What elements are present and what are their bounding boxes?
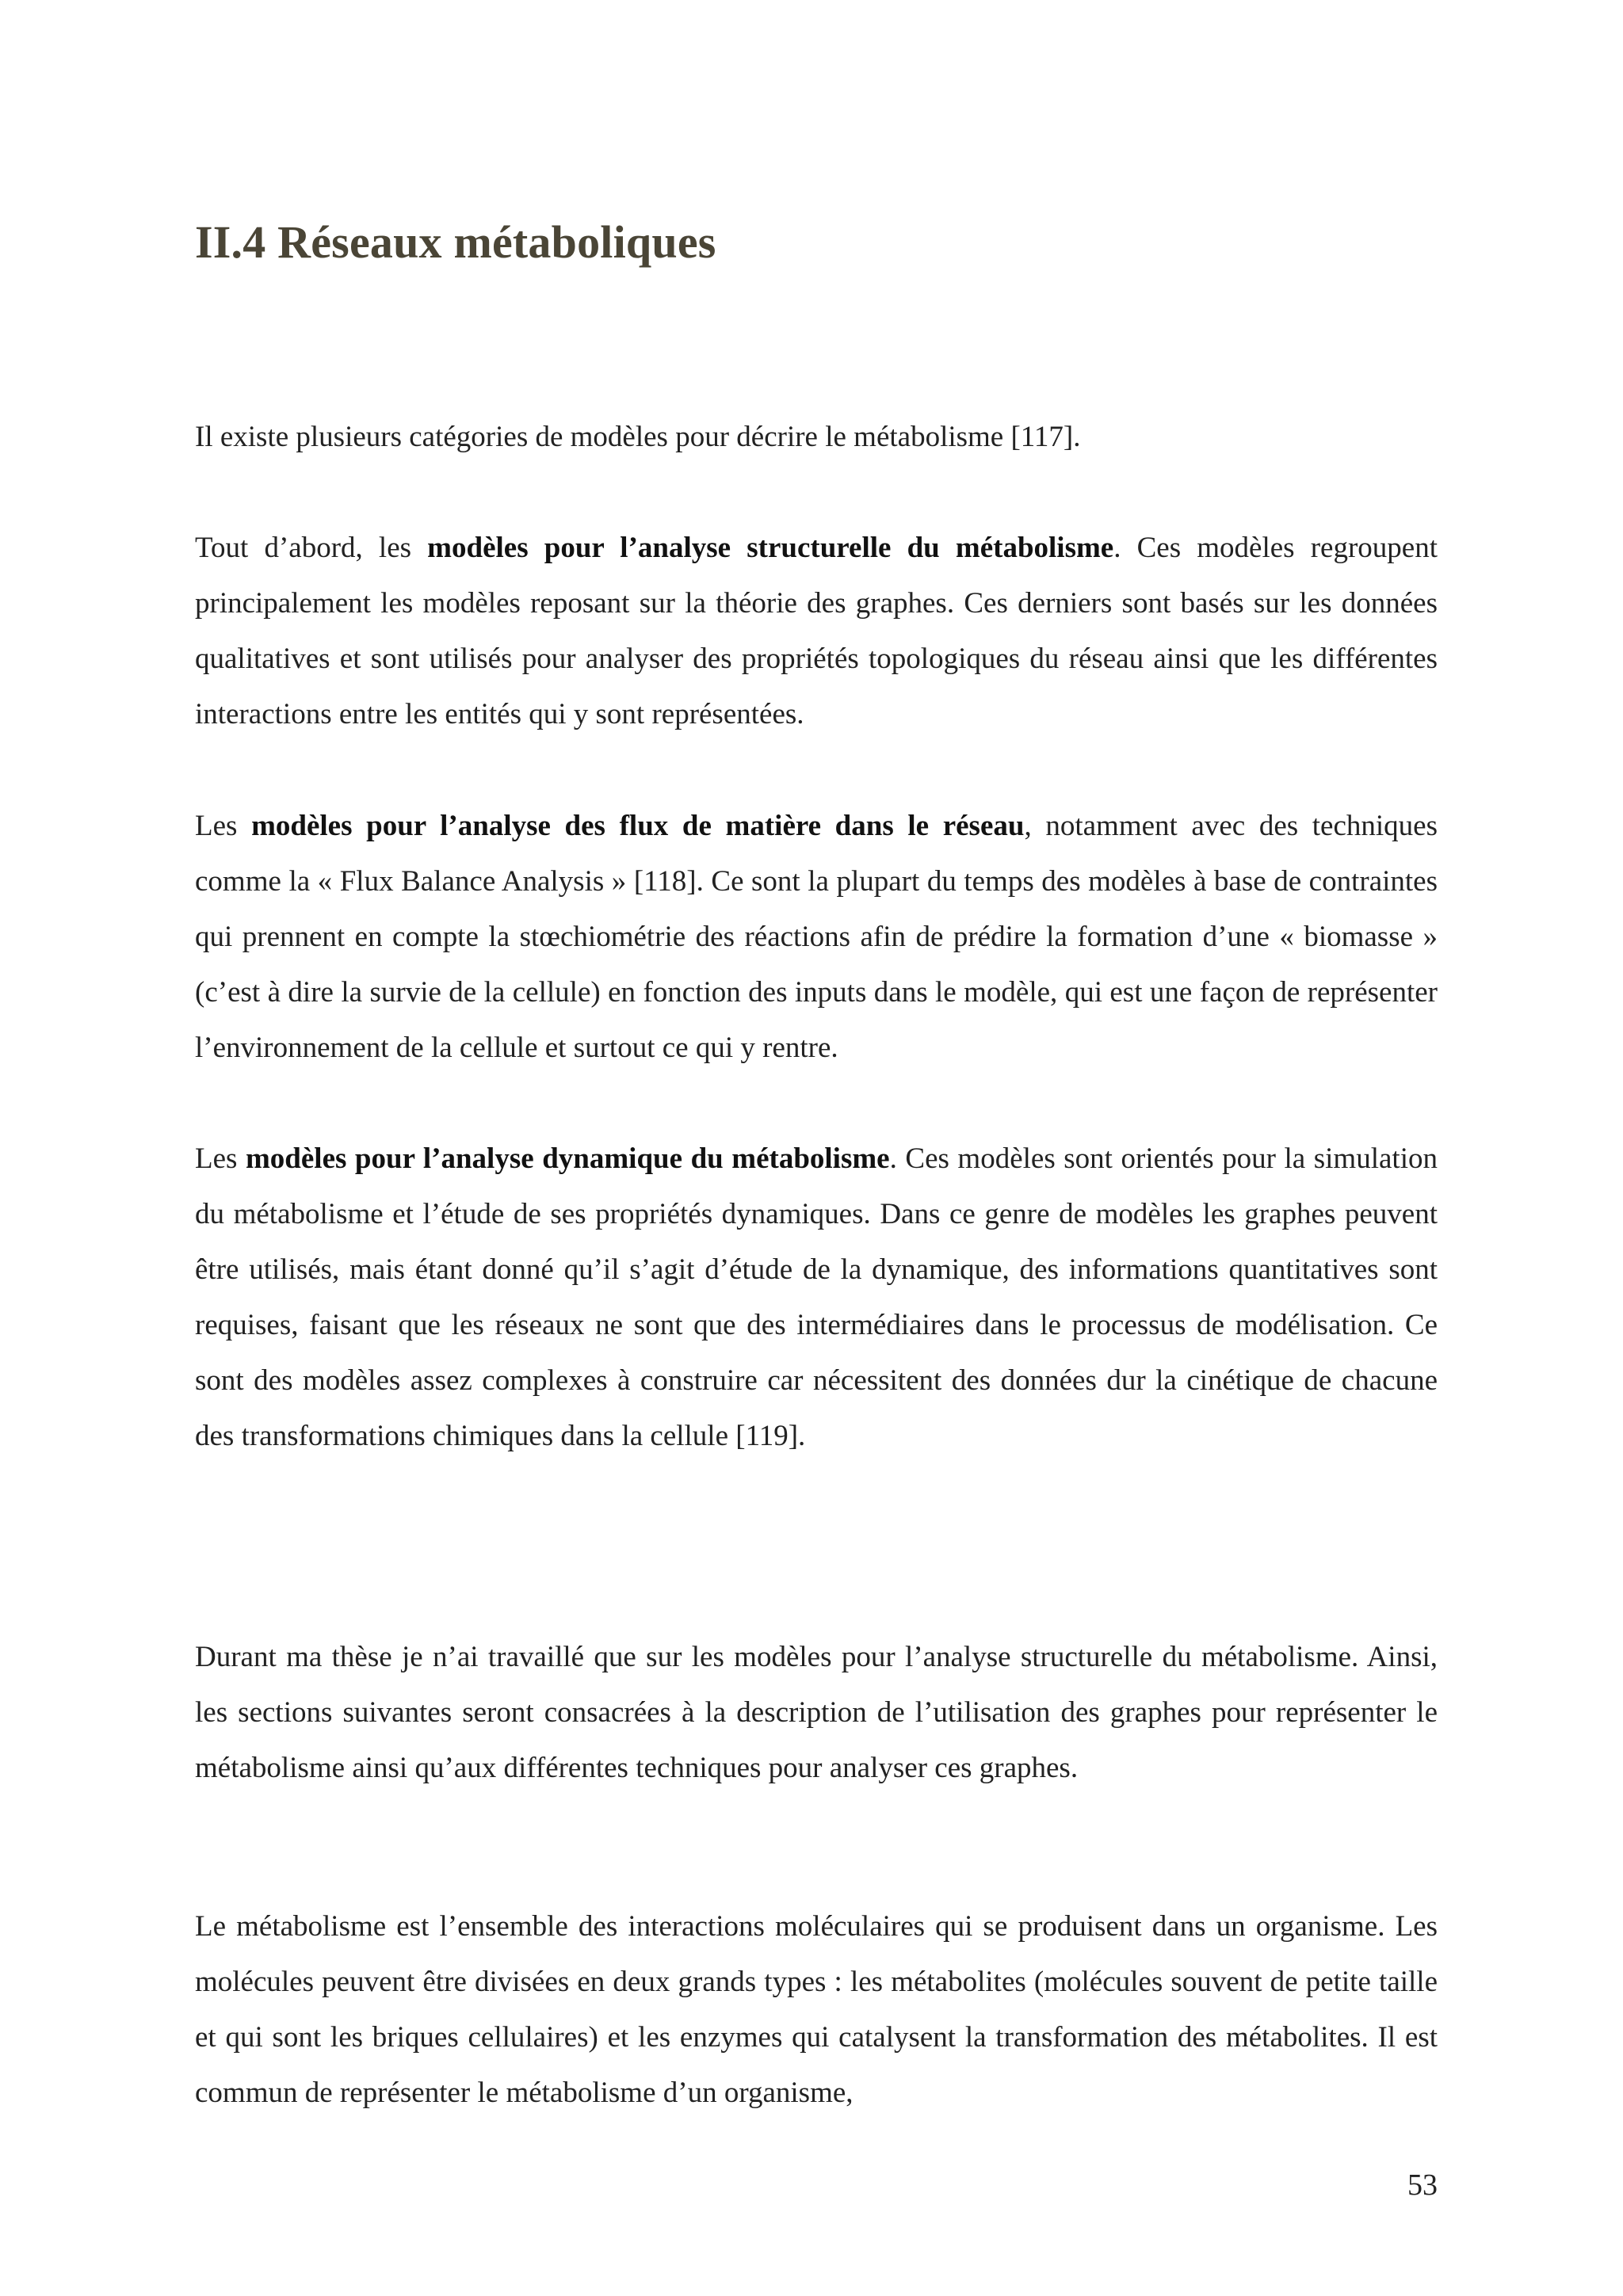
paragraph-flux-models-before: Les (195, 810, 252, 842)
paragraph-structural-models-after: . Ces modèles regroupent principalement les modèles reposant sur la théorie des graphes. Ces derniers sont basés sur les données qualitatives et sont utilisés pour analyser des propriétés topologiques du réseau ainsi que les différentes interactions entre les entités qui y sont représentées. (195, 532, 1438, 730)
paragraph-thesis-scope-text: Durant ma thèse je n’ai travaillé que sur les modèles pour l’analyse structurelle du métabolisme. Ainsi, les sections suivantes seront consacrées à la description de l’utilisation des graphes pour représenter le métabolisme ainsi qu’aux différentes techniques pour analyser ces graphes. (195, 1641, 1438, 1784)
paragraph-intro-text: Il existe plusieurs catégories de modèles pour décrire le métabolisme [117]. (195, 421, 1081, 453)
paragraph-intro (195, 410, 1438, 465)
paragraph-structural-models-before: Tout d’abord, les (195, 532, 428, 564)
paragraph-dynamic-models-bold: modèles pour l’analyse dynamique du métabolisme (245, 1142, 890, 1175)
paragraph-flux-models (195, 799, 1438, 1076)
paragraph-structural-models-bold: modèles pour l’analyse structurelle du métabolisme (427, 532, 1114, 564)
section-heading: II.4 Réseaux métaboliques (195, 216, 716, 268)
paragraph-metabolism-definition-text: Le métabolisme est l’ensemble des interactions moléculaires qui se produisent dans un organisme. Les molécules peuvent être divisées en deux grands types : les métabolites (molécules souvent de petite taille et qui sont les briques cellulaires) et les enzymes qui catalysent la transformation des métabolites. Il est commun de représenter le métabolisme d’un organisme, (195, 1910, 1438, 2109)
paragraph-thesis-scope (195, 1630, 1438, 1796)
paragraph-dynamic-models-after: . Ces modèles sont orientés pour la simulation du métabolisme et l’étude de ses propriétés dynamiques. Dans ce genre de modèles les graphes peuvent être utilisés, mais étant donné qu’il s’agit d’étude de la dynamique, des informations quantitatives sont requises, faisant que les réseaux ne sont que des intermédiaires dans le processus de modélisation. Ce sont des modèles assez complexes à construire car nécessitent des données dur la cinétique de chacune des transformations chimiques dans la cellule [119]. (195, 1142, 1438, 1452)
paragraph-dynamic-models (195, 1131, 1438, 1464)
paragraph-flux-models-after: , notamment avec des techniques comme la « Flux Balance Analysis » [118]. Ce sont la plupart du temps des modèles à base de contraintes qui prennent en compte la stœchiométrie des réactions afin de prédire la formation d’une « biomasse » (c’est à dire la survie de la cellule) en fonction des inputs dans le modèle, qui est une façon de représenter l’environnement de la cellule et surtout ce qui y rentre. (195, 810, 1438, 1064)
paragraph-metabolism-definition (195, 1899, 1438, 2121)
page-number: 53 (1407, 2168, 1438, 2202)
paragraph-structural-models (195, 521, 1438, 742)
paragraph-flux-models-bold: modèles pour l’analyse des flux de matière dans le réseau (251, 810, 1025, 842)
paragraph-dynamic-models-before: Les (195, 1142, 246, 1175)
